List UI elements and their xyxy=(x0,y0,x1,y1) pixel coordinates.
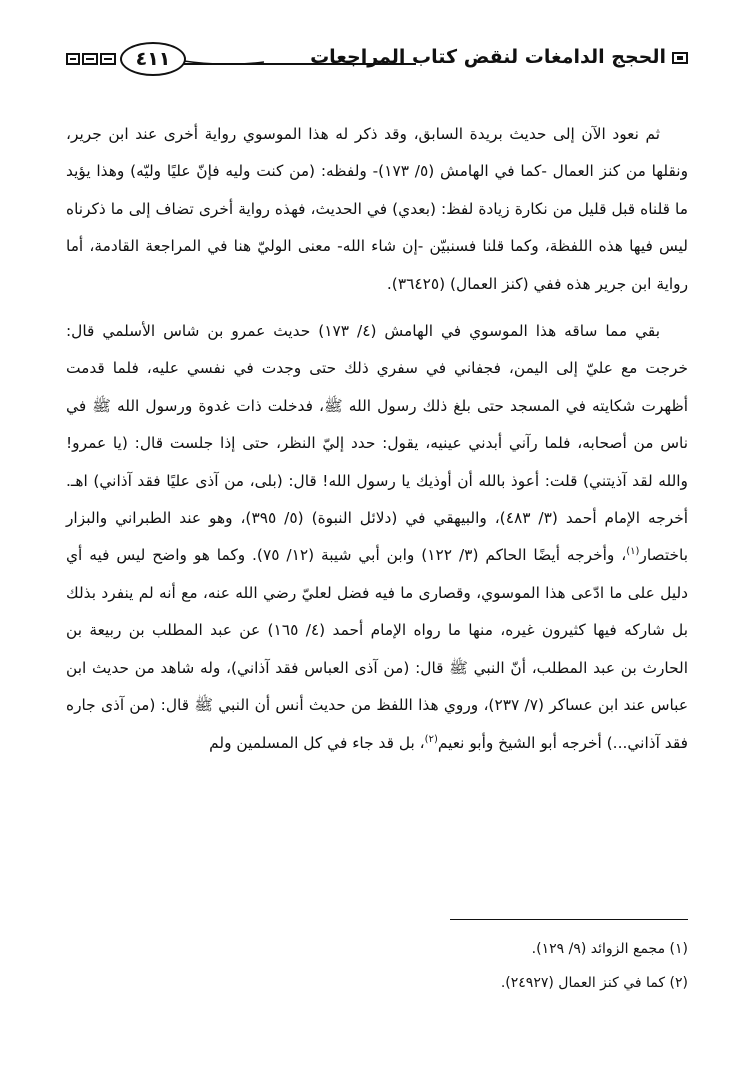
footnote-ref: (١) xyxy=(626,546,640,558)
header-ornament-icon xyxy=(672,52,688,64)
main-text xyxy=(66,116,688,762)
footnote: (١) مجمع الزوائد (٩/ ١٢٩). xyxy=(531,941,688,957)
header-rule-ornament-icon xyxy=(184,58,416,68)
paragraph-part: ، وأخرجه أيضًا الحاكم (٣/ ١٢٢) وابن أبي شيبة (١٢/ ٧٥). وكما هو واضح ليس فيه أي دليل على ما ادّعى هذا الموسوي، وقصارى ما فيه فضل لعليّ رضي الله عنه، مع أنه لم ينفرد بذلك بل شاركه فيها كثيرون غيره، منها ما رواه الإمام أحمد (٤/ ١٦٥) عن عبد المطلب بن ربيعة بن الحارث بن عبد المطلب، أنّ النبي ﷺ قال: (من آذى العباس فقد آذاني)، وله شاهد من حديث ابن عباس عند ابن عساكر (٧/ ٢٣٧)، وروي هذا اللفظ من حديث أنس أن النبي ﷺ قال: (من آذى جاره فقد آذاني...) أخرجه أبو الشيخ وأبو نعيم xyxy=(66,546,689,752)
page-number: ٤١١ xyxy=(120,42,186,76)
running-title: الحجج الدامغات لنقض كتاب المراجعات xyxy=(310,46,666,68)
header-left-ornament-icon xyxy=(66,52,118,66)
paragraph: ثم نعود الآن إلى حديث بريدة السابق، وقد ذكر له هذا الموسوي رواية أخرى عند ابن جرير، ونقلها من كنز العمال -كما في الهامش (٥/ ١٧٣)- ولفظه: (من كنت وليه فإنّ عليًا وليّه) وهذا يؤيد ما قلناه قبل قليل من نكارة زيادة لفظ: (بعدي) في الحديث، فهذه رواية أخرى تضاف إلى ما ذكرناه ليس فيها هذه اللفظة، وكما قلنا فسنبيّن -إن شاء الله- معنى الوليّ هنا في المراجعة القادمة، أما رواية ابن جرير هذه ففي (كنز العمال) (٣٦٤٢٥). xyxy=(66,125,689,293)
running-header xyxy=(66,40,688,78)
footnotes xyxy=(88,932,688,1000)
paragraph xyxy=(66,313,688,762)
paragraph-part: ، بل قد جاء في كل المسلمين ولم xyxy=(209,733,425,752)
footnote-ref: (٢) xyxy=(424,733,438,745)
footnote: (٢) كما في كنز العمال (٢٤٩٢٧). xyxy=(500,975,688,991)
paragraph-part: بقي مما ساقه هذا الموسوي في الهامش (٤/ ١٧٣) حديث عمرو بن شاس الأسلمي قال: خرجت مع عليّ إلى اليمن، فجفاني في سفري ذلك حتى وجدت في نفسي عليه، فلما قدمت أظهرت شكايته في المسجد حتى بلغ ذلك رسول الله ﷺ، فدخلت ذات غدوة ورسول الله ﷺ في ناس من أصحابه، فلما رآني أبدني عينيه، يقول: حدد إليّ النظر، حتى إذا جلست قال: (يا عمرو! والله لقد آذيتني) قلت: أعوذ بالله أن أوذيك يا رسول الله! قال: (بلى، من آذى عليًا فقد آذاني) اهـ. أخرجه الإمام أحمد (٣/ ٤٨٣)، والبيهقي في (دلائل النبوة) (٥/ ٣٩٥)، وهو عند الطبراني والبزار باختصار xyxy=(66,322,689,565)
footnote-divider xyxy=(450,919,688,920)
